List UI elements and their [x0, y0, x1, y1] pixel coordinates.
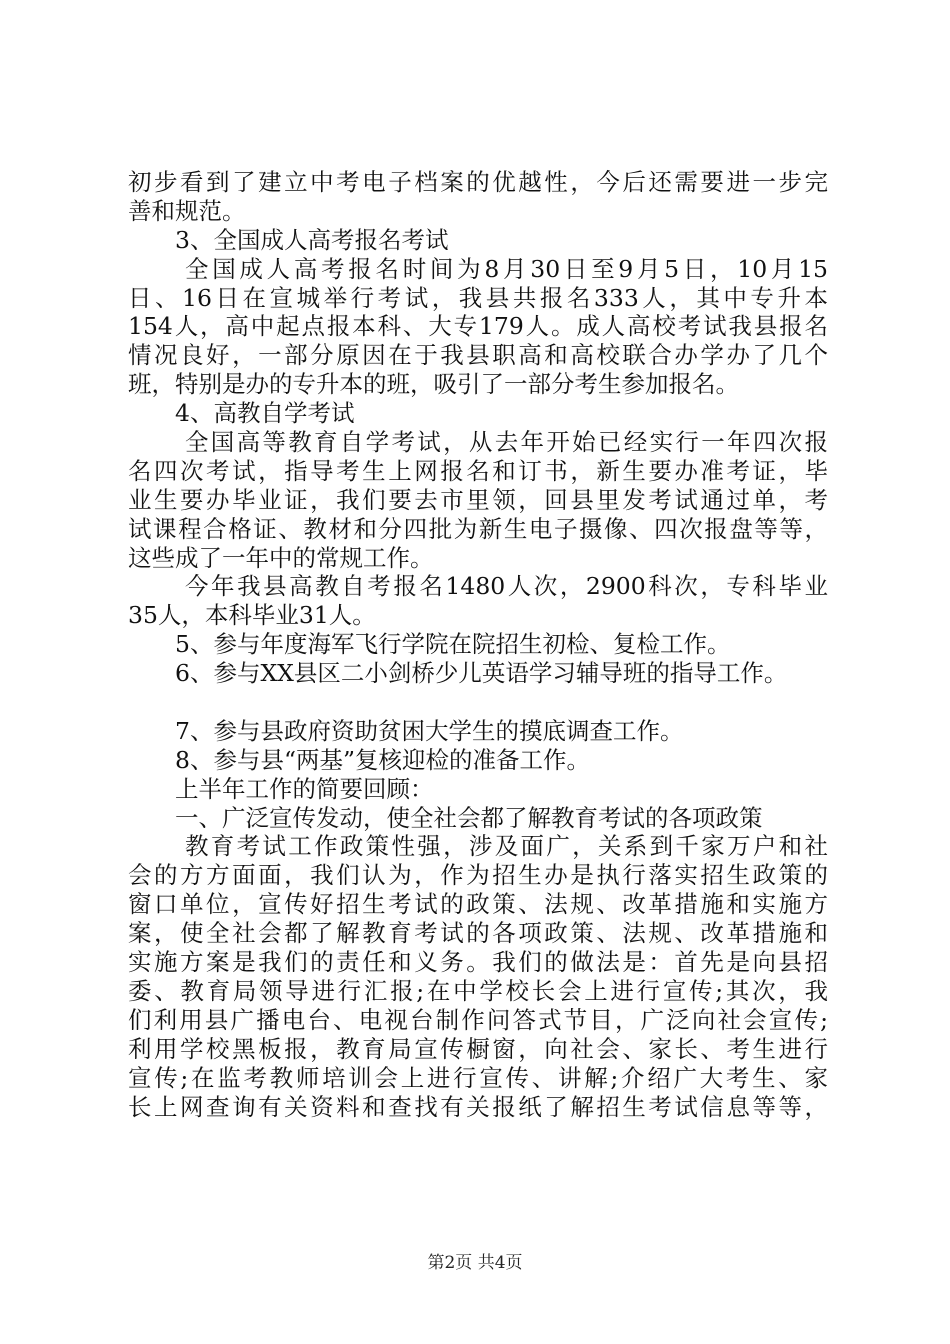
text-line: 班，特别是办的专升本的班，吸引了一部分考生参加报名。	[128, 370, 739, 399]
text-line: 案，使全社会都了解教育考试的各项政策、法规、改革措施和	[128, 919, 828, 948]
text-line: 154人，高中起点报本科、大专179人。成人高校考试我县报名	[128, 312, 828, 341]
text-line: 宣传;在监考教师培训会上进行宣传、讲解;介绍广大考生、家	[128, 1063, 828, 1092]
text-line: 善和规范。	[128, 196, 246, 225]
text-line: 初步看到了建立中考电子档案的优越性，今后还需要进一步完	[128, 168, 828, 196]
blank-line	[128, 688, 828, 717]
section-heading: 3、全国成人高考报名考试	[175, 225, 449, 254]
list-item: 6、参与XX县区二小剑桥少儿英语学习辅导班的指导工作。	[175, 659, 788, 688]
list-item: 7、参与县政府资助贫困大学生的摸底调查工作。	[175, 716, 684, 745]
text-line: 名四次考试，指导考生上网报名和订书，新生要办准考证，毕	[128, 456, 828, 485]
text-line: 窗口单位，宣传好招生考试的政策、法规、改革措施和实施方	[128, 890, 828, 919]
text-line: 利用学校黑板报，教育局宣传橱窗，向社会、家长、考生进行	[128, 1034, 828, 1063]
page-number-label: 第2页 共4页	[427, 1253, 523, 1273]
text-line: 全国高等教育自学考试，从去年开始已经实行一年四次报	[185, 428, 828, 457]
section-heading: 上半年工作的简要回顾：	[175, 774, 434, 803]
text-line: 委、教育局领导进行汇报;在中学校长会上进行宣传;其次，我	[128, 976, 828, 1005]
text-line: 长上网查询有关资料和查找有关报纸了解招生考试信息等等，	[128, 1092, 828, 1121]
text-line: 35人，本科毕业31人。	[128, 601, 376, 630]
text-line: 业生要办毕业证，我们要去市里领，回县里发考试通过单，考	[128, 485, 828, 514]
text-line: 们利用县广播电台、电视台制作问答式节目，广泛向社会宣传;	[128, 1005, 828, 1034]
page-footer	[0, 1248, 950, 1273]
section-heading: 4、高教自学考试	[175, 399, 355, 428]
list-item: 8、参与县“两基”复核迎检的准备工作。	[175, 745, 590, 774]
text-line: 试课程合格证、教材和分四批为新生电子摄像、四次报盘等等，	[128, 514, 828, 543]
text-line: 实施方案是我们的责任和义务。我们的做法是：首先是向县招	[128, 948, 828, 977]
text-line: 今年我县高教自考报名1480人次，2900科次，专科毕业	[185, 572, 828, 601]
section-heading: 一、广泛宣传发动，使全社会都了解教育考试的各项政策	[175, 803, 763, 832]
document-body	[128, 168, 828, 1121]
text-line: 教育考试工作政策性强，涉及面广，关系到千家万户和社	[185, 832, 828, 861]
list-item: 5、参与年度海军飞行学院在院招生初检、复检工作。	[175, 630, 731, 659]
text-line: 会的方方面面，我们认为，作为招生办是执行落实招生政策的	[128, 861, 828, 890]
text-line: 情况良好，一部分原因在于我县职高和高校联合办学办了几个	[128, 341, 828, 370]
text-line: 日、16日在宣城举行考试，我县共报名333人，其中专升本	[128, 283, 828, 312]
text-line: 这些成了一年中的常规工作。	[128, 543, 434, 572]
text-line: 全国成人高考报名时间为8月30日至9月5日，10月15	[185, 254, 828, 283]
